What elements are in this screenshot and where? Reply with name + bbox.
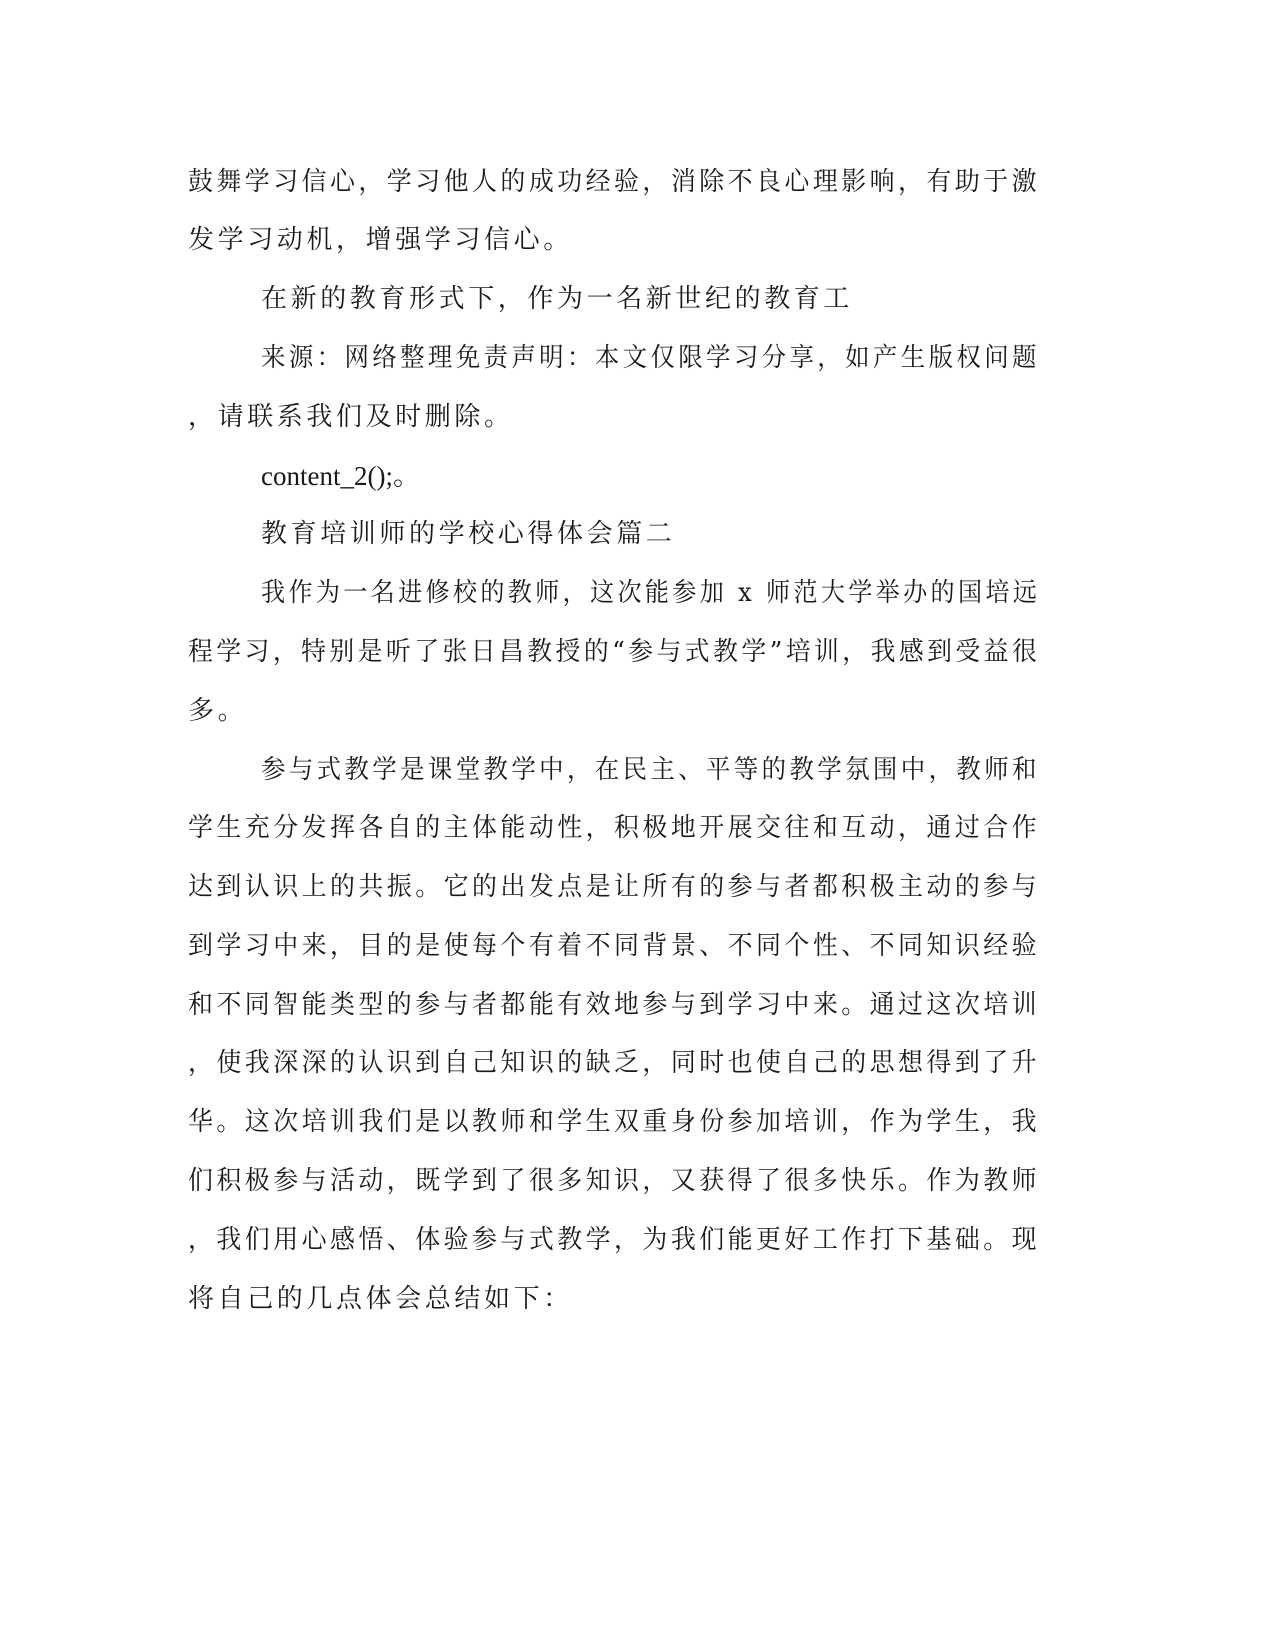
paragraph-line: 们积极参与活动，既学到了很多知识，又获得了很多快乐。作为教师 — [188, 1166, 1041, 1196]
paragraph-line: 发学习动机，增强学习信心。 — [188, 225, 573, 255]
paragraph-line: ，使我深深的认识到自己知识的缺乏，同时也使自己的思想得到了升 — [188, 1048, 1041, 1078]
paragraph-line: 程学习，特别是听了张日昌教授的“参与式教学”培训，我感到受益很 — [188, 637, 1041, 667]
paragraph-line: ，我们用心感悟、体验参与式教学，为我们能更好工作打下基础。现 — [188, 1225, 1041, 1255]
paragraph-line: 将自己的几点体会总结如下： — [188, 1284, 573, 1314]
disclaimer-line: ，请联系我们及时删除。 — [188, 402, 514, 432]
paragraph-line: 鼓舞学习信心，学习他人的成功经验，消除不良心理影响，有助于激 — [188, 167, 1041, 197]
paragraph-line: 到学习中来，目的是使每个有着不同背景、不同个性、不同知识经验 — [188, 931, 1041, 961]
paragraph-line: 华。这次培训我们是以教师和学生双重身份参加培训，作为学生，我 — [188, 1107, 1041, 1137]
paragraph-line: 参与式教学是课堂教学中，在民主、平等的教学氛围中，教师和 — [261, 755, 1040, 785]
code-placeholder-line: content_2();。 — [261, 461, 420, 491]
section-heading: 教育培训师的学校心得体会篇二 — [261, 519, 676, 549]
disclaimer-line: 来源：网络整理免责声明：本文仅限学习分享，如产生版权问题 — [261, 343, 1040, 373]
paragraph-line: 在新的教育形式下，作为一名新世纪的教育工 — [261, 284, 854, 314]
paragraph-line: 学生充分发挥各自的主体能动性，积极地开展交往和互动，通过合作 — [188, 813, 1041, 843]
paragraph-line: 多。 — [188, 696, 248, 726]
paragraph-line: 达到认识上的共振。它的出发点是让所有的参与者都积极主动的参与 — [188, 872, 1041, 902]
paragraph-line: 我作为一名进修校的教师，这次能参加 x 师范大学举办的国培远 — [261, 578, 1041, 608]
paragraph-line: 和不同智能类型的参与者都能有效地参与到学习中来。通过这次培训 — [188, 990, 1041, 1020]
